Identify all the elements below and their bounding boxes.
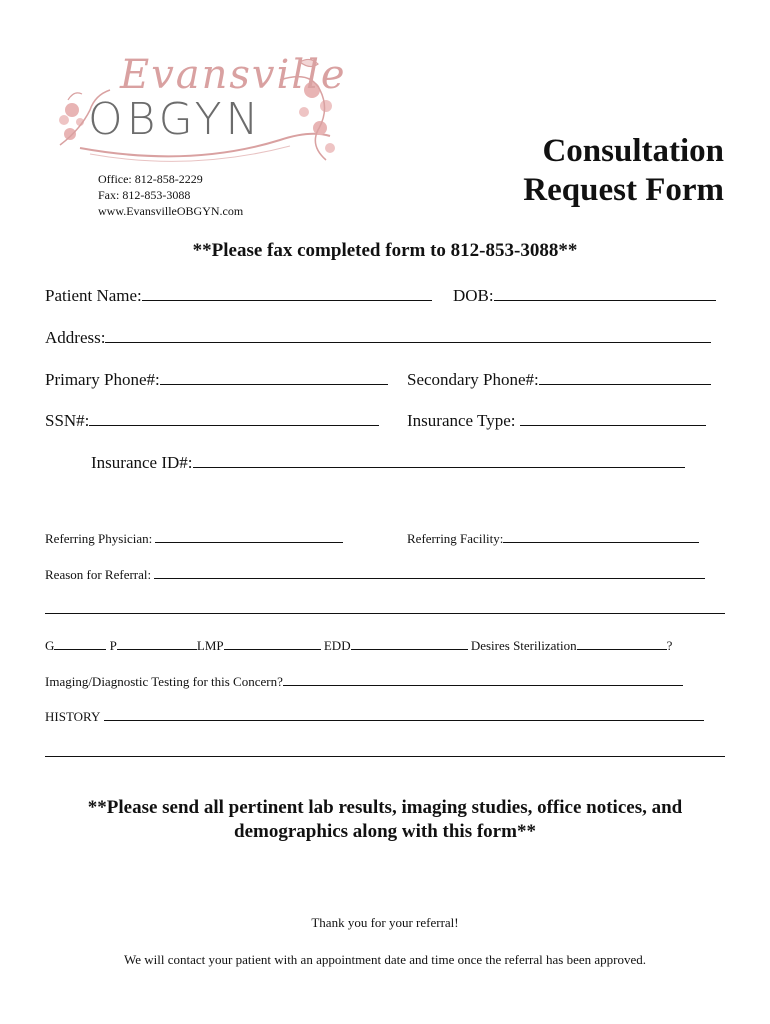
referring-facility-field[interactable] bbox=[407, 530, 699, 547]
imaging-field[interactable] bbox=[45, 673, 683, 690]
patient-name-label: Patient Name: bbox=[45, 286, 142, 305]
fax-instruction: **Please fax completed form to 812-853-3088** bbox=[192, 240, 578, 261]
obstetric-history-row bbox=[45, 637, 672, 654]
p-line[interactable] bbox=[117, 637, 197, 650]
primary-phone-line[interactable] bbox=[160, 369, 388, 385]
referring-physician-line[interactable] bbox=[155, 530, 343, 543]
primary-phone-label: Primary Phone#: bbox=[45, 370, 160, 389]
address-line[interactable] bbox=[105, 327, 711, 343]
fax-number: Fax: 812-853-3088 bbox=[98, 188, 191, 202]
office-phone: Office: 812-858-2229 bbox=[98, 172, 203, 186]
p-label: P bbox=[109, 638, 117, 653]
history-line[interactable] bbox=[104, 708, 704, 721]
logo-main-text: OBGYN bbox=[88, 94, 263, 145]
g-label: G bbox=[45, 638, 55, 653]
send-note-line-1: **Please send all pertinent lab results, imaging studies, office notices, and bbox=[87, 797, 683, 818]
ssn-line[interactable] bbox=[89, 410, 379, 426]
dob-label: DOB: bbox=[453, 286, 494, 305]
insurance-type-line[interactable] bbox=[520, 410, 706, 426]
insurance-id-field[interactable] bbox=[91, 452, 685, 473]
patient-name-line[interactable] bbox=[142, 285, 432, 301]
title-line-1: Consultation bbox=[542, 133, 724, 169]
address-field[interactable] bbox=[45, 327, 711, 348]
patient-name-field[interactable] bbox=[45, 285, 432, 306]
reason-for-referral-label: Reason for Referral: bbox=[45, 567, 152, 582]
lmp-label: LMP bbox=[196, 638, 224, 653]
reason-for-referral-field[interactable] bbox=[45, 566, 705, 583]
thank-you-text: Thank you for your referral! bbox=[311, 915, 459, 930]
history-field[interactable] bbox=[45, 708, 704, 725]
ssn-label: SSN#: bbox=[45, 411, 90, 430]
website: www.EvansvilleOBGYN.com bbox=[98, 204, 244, 218]
referring-facility-line[interactable] bbox=[503, 530, 699, 543]
insurance-id-line[interactable] bbox=[193, 452, 685, 468]
referring-physician-label: Referring Physician: bbox=[45, 531, 153, 546]
edd-line[interactable] bbox=[351, 637, 468, 650]
secondary-phone-field[interactable] bbox=[407, 369, 711, 390]
insurance-type-field[interactable] bbox=[407, 410, 706, 431]
lmp-line[interactable] bbox=[224, 637, 321, 650]
title-line-2: Request Form bbox=[523, 172, 724, 208]
insurance-type-label: Insurance Type: bbox=[407, 411, 516, 430]
imaging-label: Imaging/Diagnostic Testing for this Concern? bbox=[45, 674, 283, 689]
imaging-line[interactable] bbox=[283, 673, 683, 686]
primary-phone-field[interactable] bbox=[45, 369, 388, 390]
dob-field[interactable] bbox=[453, 285, 716, 306]
ssn-field[interactable] bbox=[45, 410, 379, 431]
reason-continuation-line[interactable] bbox=[45, 613, 725, 614]
send-documents-note bbox=[0, 796, 770, 844]
page-title bbox=[523, 132, 724, 210]
history-label: HISTORY bbox=[45, 709, 101, 724]
practice-logo bbox=[50, 50, 347, 170]
logo-script-text: Evansville bbox=[120, 52, 347, 98]
address-label: Address: bbox=[45, 328, 106, 347]
sterilization-question-mark: ? bbox=[666, 638, 673, 653]
referring-physician-field[interactable] bbox=[45, 530, 343, 547]
send-note-line-2: demographics along with this form** bbox=[234, 821, 536, 842]
sterilization-line[interactable] bbox=[577, 637, 667, 650]
referring-facility-label: Referring Facility: bbox=[407, 531, 504, 546]
history-continuation-line[interactable] bbox=[45, 756, 725, 757]
g-line[interactable] bbox=[54, 637, 106, 650]
edd-label: EDD bbox=[323, 638, 351, 653]
secondary-phone-line[interactable] bbox=[539, 369, 711, 385]
secondary-phone-label: Secondary Phone#: bbox=[407, 370, 539, 389]
contact-note-text: We will contact your patient with an appointment date and time once the referral has been approved. bbox=[123, 952, 646, 967]
dob-line[interactable] bbox=[494, 285, 716, 301]
sterilization-label: Desires Sterilization bbox=[470, 638, 577, 653]
reason-for-referral-line[interactable] bbox=[154, 566, 705, 579]
insurance-id-label: Insurance ID#: bbox=[91, 453, 193, 472]
